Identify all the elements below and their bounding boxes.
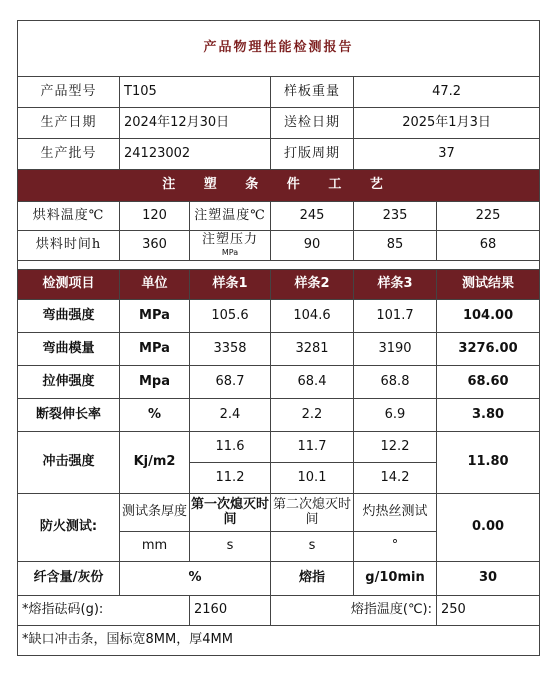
prod-date-label: 生产日期 — [18, 108, 120, 139]
impact-sample-3a: 12.2 — [354, 432, 437, 463]
batch-label: 生产批号 — [18, 139, 120, 170]
row-sample-1: 3358 — [190, 333, 271, 366]
fire-unit-second: s — [271, 532, 354, 562]
weight-value: 47.2 — [354, 77, 540, 108]
row-result: 3.80 — [437, 399, 540, 432]
row-sample-2: 68.4 — [271, 366, 354, 399]
dry-time-label: 烘料时间h — [18, 231, 120, 261]
fire-head-glow: 灼热丝测试 — [354, 494, 437, 532]
header-sample-1: 样条1 — [190, 270, 271, 300]
dry-temp-label: 烘料温度℃ — [18, 202, 120, 231]
impact-sample-2a: 11.7 — [271, 432, 354, 463]
fiber-unit: % — [120, 562, 271, 596]
cycle-value: 37 — [354, 139, 540, 170]
melt-label: 熔指 — [271, 562, 354, 596]
pressure-label: 注塑压力 — [201, 232, 258, 248]
model-label: 产品型号 — [18, 77, 120, 108]
row-sample-1: 68.7 — [190, 366, 271, 399]
row-sample-3: 101.7 — [354, 300, 437, 333]
fire-name: 防火测试: — [18, 494, 120, 562]
fiber-name: 纤含量/灰份 — [18, 562, 120, 596]
model-value: T105 — [120, 77, 271, 108]
melt-weight-label: *熔指砝码(g): — [18, 596, 190, 626]
row-sample-2: 104.6 — [271, 300, 354, 333]
header-result: 测试结果 — [437, 270, 540, 300]
row-result: 68.60 — [437, 366, 540, 399]
cycle-label: 打版周期 — [271, 139, 354, 170]
row-result: 3276.00 — [437, 333, 540, 366]
melt-temp-value: 250 — [437, 596, 540, 626]
mold-temp-1: 245 — [271, 202, 354, 231]
batch-value: 24123002 — [120, 139, 271, 170]
report-title: 产品物理性能检测报告 — [18, 21, 540, 77]
table-row — [18, 366, 540, 399]
melt-unit: g/10min — [354, 562, 437, 596]
row-sample-1: 2.4 — [190, 399, 271, 432]
impact-name: 冲击强度 — [18, 432, 120, 494]
table-row — [18, 300, 540, 333]
row-unit: % — [120, 399, 190, 432]
mold-temp-label: 注塑温度℃ — [190, 202, 271, 231]
table-row — [18, 399, 540, 432]
row-sample-3: 6.9 — [354, 399, 437, 432]
row-unit: MPa — [120, 333, 190, 366]
impact-sample-3b: 14.2 — [354, 463, 437, 494]
footer-note: *缺口冲击条，国标宽8MM，厚4MM — [18, 626, 540, 656]
melt-temp-label: 熔指温度(℃): — [271, 596, 437, 626]
pressure-3: 68 — [437, 231, 540, 261]
send-date-label: 送检日期 — [271, 108, 354, 139]
row-sample-3: 3190 — [354, 333, 437, 366]
row-sample-3: 68.8 — [354, 366, 437, 399]
fire-unit-glow: ° — [354, 532, 437, 562]
table-row — [18, 333, 540, 366]
pressure-1: 90 — [271, 231, 354, 261]
mold-temp-3: 225 — [437, 202, 540, 231]
melt-weight-value: 2160 — [190, 596, 271, 626]
impact-unit: Kj/m2 — [120, 432, 190, 494]
prod-date-value: 2024年12月30日 — [120, 108, 271, 139]
dry-time-value: 360 — [120, 231, 190, 261]
fire-head-thickness: 测试条厚度 — [120, 494, 190, 532]
fire-unit-thickness: mm — [120, 532, 190, 562]
pressure-2: 85 — [354, 231, 437, 261]
melt-value: 30 — [437, 562, 540, 596]
header-sample-2: 样条2 — [271, 270, 354, 300]
mold-temp-2: 235 — [354, 202, 437, 231]
row-unit: MPa — [120, 300, 190, 333]
pressure-cell — [190, 231, 271, 261]
row-unit: Mpa — [120, 366, 190, 399]
row-sample-1: 105.6 — [190, 300, 271, 333]
fire-result: 0.00 — [437, 494, 540, 562]
row-result: 104.00 — [437, 300, 540, 333]
spacer-row — [18, 261, 540, 270]
fire-head-second: 第二次熄灭时间 — [271, 494, 354, 532]
header-sample-3: 样条3 — [354, 270, 437, 300]
fire-head-first: 第一次熄灭时间 — [190, 494, 271, 532]
impact-sample-1b: 11.2 — [190, 463, 271, 494]
row-name: 弯曲模量 — [18, 333, 120, 366]
report-table — [17, 20, 540, 656]
row-name: 弯曲强度 — [18, 300, 120, 333]
row-sample-2: 3281 — [271, 333, 354, 366]
row-sample-2: 2.2 — [271, 399, 354, 432]
impact-sample-2b: 10.1 — [271, 463, 354, 494]
fire-unit-first: s — [190, 532, 271, 562]
pressure-unit: MPa — [221, 248, 239, 258]
send-date-value: 2025年1月3日 — [354, 108, 540, 139]
impact-sample-1a: 11.6 — [190, 432, 271, 463]
weight-label: 样板重量 — [271, 77, 354, 108]
process-banner: 注 塑 条 件 工 艺 — [18, 170, 540, 202]
row-name: 断裂伸长率 — [18, 399, 120, 432]
row-name: 拉伸强度 — [18, 366, 120, 399]
impact-result: 11.80 — [437, 432, 540, 494]
header-unit: 单位 — [120, 270, 190, 300]
header-item: 检测项目 — [18, 270, 120, 300]
dry-temp-value: 120 — [120, 202, 190, 231]
